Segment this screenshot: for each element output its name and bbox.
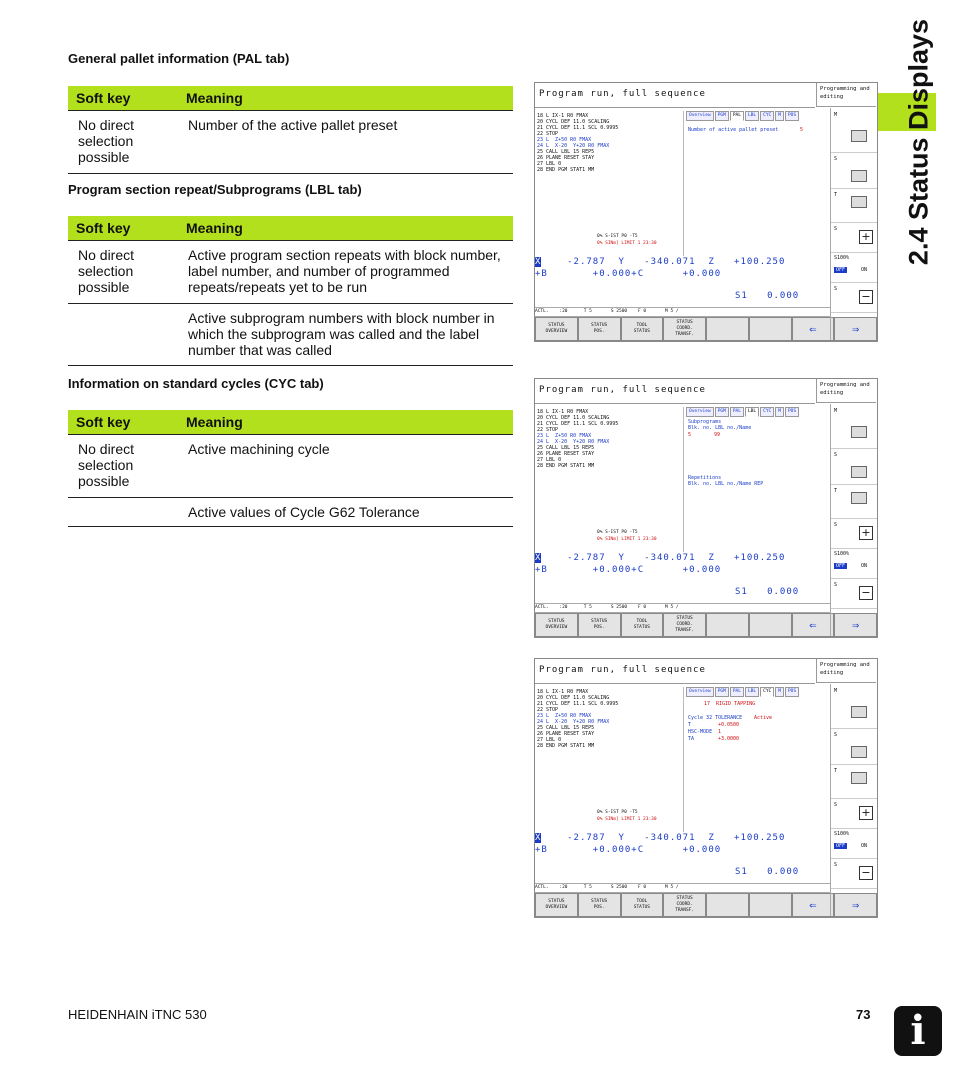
program-line: 24 L X-20 Y+20 R0 FMAX [537,143,610,149]
plus-icon[interactable]: + [859,230,873,244]
tab-pos[interactable]: POS [785,407,799,417]
table-row: No direct selection possible Number of the active pallet preset [68,111,513,174]
status-panel [683,407,829,552]
subprogram-label: 99 [714,432,721,438]
softkey-empty[interactable] [749,893,792,917]
table-row: No direct selection possible Active machining cycle [68,435,513,498]
softkey-status-overview[interactable]: STATUS OVERVIEW [535,317,578,341]
program-line: 18 L IX-1 R0 FMAX [537,409,589,415]
footer-brand: HEIDENHAIN iTNC 530 [68,1007,207,1022]
screen-title-bar: Program run, full sequence [535,659,815,684]
position-row-2: +B +0.000+C +0.000 [535,845,722,855]
subprograms-title: Subprograms [688,419,722,425]
section-title-cyc: Information on standard cycles (CYC tab) [68,376,324,391]
tab-overview[interactable]: Overview [686,687,714,697]
tab-pal[interactable]: PAL [730,407,744,417]
program-line: 25 CALL LBL 15 REP5 [537,149,595,155]
header-softkey: Soft key [68,410,178,435]
actual-row: ACTL. :20 T 5 S 2500 F 0 M 5 / [535,603,830,613]
actual-row: ACTL. :20 T 5 S 2500 F 0 M 5 / [535,883,830,893]
program-line: 23 L Z+50 R0 FMAX [537,137,592,143]
tab-pos[interactable]: POS [785,111,799,121]
repetitions-columns: Blk. no. LBL no./Name REP [688,481,764,487]
program-line: 27 LBL 0 [537,737,562,743]
tool-icon[interactable] [851,772,867,784]
mode-indicator: Programming and editing [816,83,876,107]
softkey-coord-transf[interactable]: STATUS COORD. TRANSF. [663,893,706,917]
pallet-preset-label: Number of active pallet preset [688,127,779,133]
screen-pal [534,82,878,342]
program-line: 25 CALL LBL 15 REP5 [537,445,595,451]
lbl-table [68,216,513,366]
program-line: 20 CYCL DEF 11.0 SCALING [537,695,610,701]
minus-icon[interactable]: − [859,866,873,880]
spindle-readout: S1 0.000 [735,291,800,301]
header-softkey: Soft key [68,216,178,241]
program-line: 18 L IX-1 R0 FMAX [537,113,589,119]
pal-table [68,86,513,174]
tolerance-label: Cycle 32 TOLERANCE [688,715,743,721]
section-title-lbl: Program section repeat/Subprograms (LBL tab) [68,182,362,197]
spindle-icon[interactable] [851,466,867,478]
cycle-name: RIGID TAPPING [716,701,756,707]
screen-cyc [534,658,878,918]
softkey-empty[interactable] [749,317,792,341]
status-panel [683,687,829,832]
tool-icon[interactable] [851,196,867,208]
tab-pos[interactable]: POS [785,687,799,697]
arrow-right-icon[interactable]: ⇒ [834,317,877,341]
mode-indicator: Programming and editing [816,379,876,403]
tab-cyc[interactable]: CYC [760,687,774,697]
screen-title-bar: Program run, full sequence [535,83,815,108]
program-line: 25 CALL LBL 15 REP5 [537,725,595,731]
tab-m[interactable]: M [775,687,784,697]
program-listing [537,409,679,469]
spindle-icon[interactable] [851,170,867,182]
tab-m[interactable]: M [775,407,784,417]
spindle-readout: S1 0.000 [735,587,800,597]
arrow-right-icon[interactable]: ⇒ [834,893,877,917]
header-meaning: Meaning [178,216,513,241]
status-tabs [686,687,799,697]
softkey-coord-transf[interactable]: STATUS COORD. TRANSF. [663,317,706,341]
machine-softkey-column: M S T S + S100% OFF ON S − [830,684,877,916]
ta-value: +3.0000 [718,736,740,742]
spindle-icon[interactable] [851,746,867,758]
minus-icon[interactable]: − [859,586,873,600]
program-line: 26 PLANE RESET STAY [537,731,595,737]
program-line: 23 L Z+50 R0 FMAX [537,433,592,439]
header-meaning: Meaning [178,410,513,435]
header-meaning: Meaning [178,86,513,111]
screen-lbl [534,378,878,638]
softkey-tool-status[interactable]: TOOL STATUS [621,317,664,341]
status-strip: 0% S-IST P0 -T5 0% SINm] LIMIT 1 23:30 [597,810,657,822]
status-strip: 0% S-IST P0 -T5 0% SINm] LIMIT 1 23:30 [597,530,657,542]
t-value: +0.0500 [718,722,740,728]
softkey-status-pos[interactable]: STATUS POS. [578,317,621,341]
softkey-tool-status[interactable]: TOOL STATUS [621,613,664,637]
program-line: 24 L X-20 Y+20 R0 FMAX [537,719,610,725]
machine-softkey-column: M S T S + S100% OFF ON S − [830,404,877,636]
ta-label: TA [688,736,695,742]
screen-title-bar: Program run, full sequence [535,379,815,404]
tab-m[interactable]: M [775,111,784,121]
softkey-status-overview[interactable]: STATUS OVERVIEW [535,893,578,917]
softkey-empty[interactable] [706,893,749,917]
mode-indicator: Programming and editing [816,659,876,683]
program-line: 28 END PGM STAT1 MM [537,167,595,173]
softkey-status-overview[interactable]: STATUS OVERVIEW [535,613,578,637]
program-line: 22 STOP [537,131,559,137]
tab-pal[interactable]: PAL [730,687,744,697]
cycle-number: 17 [704,701,711,707]
cyc-table [68,410,513,527]
section-title-pal: General pallet information (PAL tab) [68,51,290,66]
status-panel [683,111,829,256]
program-line: 21 CYCL DEF 11.1 SCL 0.9995 [537,701,619,707]
arrow-left-icon[interactable]: ⇐ [792,317,835,341]
softkey-bar [535,317,877,341]
tab-pgm[interactable]: PGM [715,687,729,697]
position-row-1: X -2.787 Y -340.071 Z +100.250 [535,553,786,563]
t-label: T [688,722,692,728]
info-icon: i [894,1006,942,1056]
program-line: 21 CYCL DEF 11.1 SCL 0.9995 [537,125,619,131]
repetitions-title: Repetitions [688,475,722,481]
tab-cyc[interactable]: CYC [760,407,774,417]
program-line: 27 LBL 0 [537,457,562,463]
tab-pgm[interactable]: PGM [715,111,729,121]
program-line: 23 L Z+50 R0 FMAX [537,713,592,719]
softkey-status-pos[interactable]: STATUS POS. [578,613,621,637]
tab-lbl[interactable]: LBL [745,111,759,121]
softkey-empty[interactable] [706,613,749,637]
plus-icon[interactable]: + [859,806,873,820]
tool-icon[interactable] [851,492,867,504]
status-tabs [686,407,799,417]
softkey-status-pos[interactable]: STATUS POS. [578,893,621,917]
tab-lbl[interactable]: LBL [745,407,759,417]
tab-lbl[interactable]: LBL [745,687,759,697]
table-row: Active subprogram numbers with block number in which the subprogram was called and the label number that was called [68,304,513,366]
program-line: 18 L IX-1 R0 FMAX [537,689,589,695]
minus-icon[interactable]: − [859,290,873,304]
program-listing [537,113,679,173]
program-line: 27 LBL 0 [537,161,562,167]
spindle-readout: S1 0.000 [735,867,800,877]
table-row: No direct selection possible Active program section repeats with block number, label number, and number of programmed repeats/repeats yet to be run [68,241,513,304]
program-line: 20 CYCL DEF 11.0 SCALING [537,415,610,421]
table-row: Active values of Cycle G62 Tolerance [68,498,513,527]
program-listing [537,689,679,749]
position-row-2: +B +0.000+C +0.000 [535,565,722,575]
actual-row: ACTL. :20 T 5 S 2500 F 0 M 5 / [535,307,830,317]
softkey-empty[interactable] [749,613,792,637]
machine-softkey-column: M S T S + S100% OFF ON S − [830,108,877,340]
softkey-empty[interactable] [706,317,749,341]
softkey-tool-status[interactable]: TOOL STATUS [621,893,664,917]
tab-pgm[interactable]: PGM [715,407,729,417]
m-function-icon[interactable] [851,130,867,142]
softkey-coord-transf[interactable]: STATUS COORD. TRANSF. [663,613,706,637]
tab-overview[interactable]: Overview [686,407,714,417]
status-strip: 0% S-IST P0 -T5 0% SINm] LIMIT 1 23:30 [597,234,657,246]
tab-pal[interactable]: PAL [730,111,744,121]
tolerance-status: Active [754,715,773,721]
position-row-2: +B +0.000+C +0.000 [535,269,722,279]
program-line: 28 END PGM STAT1 MM [537,463,595,469]
m-function-icon[interactable] [851,426,867,438]
program-line: 24 L X-20 Y+20 R0 FMAX [537,439,610,445]
program-line: 26 PLANE RESET STAY [537,155,595,161]
program-line: 20 CYCL DEF 11.0 SCALING [537,119,610,125]
arrow-left-icon[interactable]: ⇐ [792,613,835,637]
program-line: 22 STOP [537,427,559,433]
softkey-bar [535,613,877,637]
tab-overview[interactable]: Overview [686,111,714,121]
position-row-1: X -2.787 Y -340.071 Z +100.250 [535,257,786,267]
arrow-right-icon[interactable]: ⇒ [834,613,877,637]
softkey-bar [535,893,877,917]
side-title: 2.4 Status Displays [903,18,934,265]
subprogram-block: 5 [688,432,692,438]
program-line: 26 PLANE RESET STAY [537,451,595,457]
program-line: 22 STOP [537,707,559,713]
hsc-label: HSC-MODE [688,729,713,735]
subprograms-columns: Blk. no. LBL no./Name [688,425,752,431]
header-softkey: Soft key [68,86,178,111]
program-line: 28 END PGM STAT1 MM [537,743,595,749]
arrow-left-icon[interactable]: ⇐ [792,893,835,917]
tab-cyc[interactable]: CYC [760,111,774,121]
plus-icon[interactable]: + [859,526,873,540]
status-tabs [686,111,799,121]
pallet-preset-value: 5 [800,127,804,133]
program-line: 21 CYCL DEF 11.1 SCL 0.9995 [537,421,619,427]
m-function-icon[interactable] [851,706,867,718]
position-row-1: X -2.787 Y -340.071 Z +100.250 [535,833,786,843]
page-number: 73 [856,1007,871,1022]
hsc-value: 1 [718,729,722,735]
